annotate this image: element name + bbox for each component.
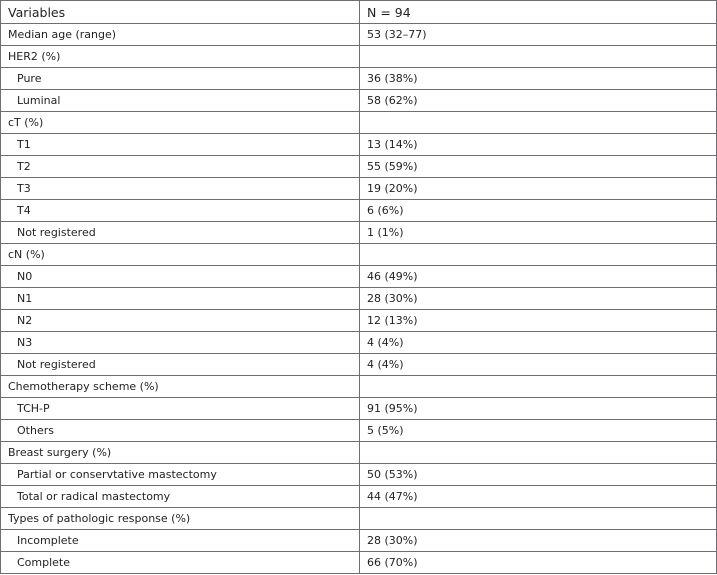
row-label: Incomplete <box>1 530 360 552</box>
row-value: 53 (32–77) <box>360 24 717 46</box>
table-row <box>1 222 717 244</box>
row-value: 6 (6%) <box>360 200 717 222</box>
table-row <box>1 464 717 486</box>
row-value: 58 (62%) <box>360 90 717 112</box>
row-label: Total or radical mastectomy <box>1 486 360 508</box>
table-row <box>1 68 717 90</box>
section-label: cT (%) <box>1 112 360 134</box>
table-row <box>1 266 717 288</box>
row-label: Partial or conservtative mastectomy <box>1 464 360 486</box>
table-row <box>1 134 717 156</box>
header-n: N = 94 <box>360 1 717 24</box>
table-row <box>1 332 717 354</box>
row-label: T4 <box>1 200 360 222</box>
row-label: T1 <box>1 134 360 156</box>
header-row <box>1 1 717 24</box>
row-value: 91 (95%) <box>360 398 717 420</box>
row-label: N3 <box>1 332 360 354</box>
row-value: 1 (1%) <box>360 222 717 244</box>
row-label: Others <box>1 420 360 442</box>
row-value: 44 (47%) <box>360 486 717 508</box>
row-value: 28 (30%) <box>360 288 717 310</box>
row-value: 19 (20%) <box>360 178 717 200</box>
table-row <box>1 200 717 222</box>
row-value: 50 (53%) <box>360 464 717 486</box>
table-row <box>1 178 717 200</box>
row-value: 36 (38%) <box>360 68 717 90</box>
table-row <box>1 244 717 266</box>
row-value: 12 (13%) <box>360 310 717 332</box>
section-label: Median age (range) <box>1 24 360 46</box>
row-label: Pure <box>1 68 360 90</box>
row-label: Not registered <box>1 222 360 244</box>
row-label: TCH-P <box>1 398 360 420</box>
table-row <box>1 486 717 508</box>
section-label: cN (%) <box>1 244 360 266</box>
table-row <box>1 552 717 574</box>
table-row <box>1 288 717 310</box>
row-value <box>360 376 717 398</box>
table-row <box>1 46 717 68</box>
section-label: Chemotherapy scheme (%) <box>1 376 360 398</box>
row-label: Luminal <box>1 90 360 112</box>
table-row <box>1 310 717 332</box>
row-label: N0 <box>1 266 360 288</box>
table-row <box>1 376 717 398</box>
row-label: Complete <box>1 552 360 574</box>
table-row <box>1 90 717 112</box>
row-value: 66 (70%) <box>360 552 717 574</box>
section-label: Breast surgery (%) <box>1 442 360 464</box>
section-label: HER2 (%) <box>1 46 360 68</box>
row-value <box>360 442 717 464</box>
row-label: N1 <box>1 288 360 310</box>
row-value: 4 (4%) <box>360 332 717 354</box>
table-body <box>1 24 717 574</box>
table-row <box>1 354 717 376</box>
table-row <box>1 420 717 442</box>
table-row <box>1 156 717 178</box>
table-row <box>1 530 717 552</box>
table-row <box>1 442 717 464</box>
table-row <box>1 398 717 420</box>
row-value <box>360 244 717 266</box>
row-label: Not registered <box>1 354 360 376</box>
row-label: N2 <box>1 310 360 332</box>
row-value: 55 (59%) <box>360 156 717 178</box>
row-label: T2 <box>1 156 360 178</box>
table-header <box>1 1 717 24</box>
row-value: 28 (30%) <box>360 530 717 552</box>
row-value: 4 (4%) <box>360 354 717 376</box>
table-row <box>1 24 717 46</box>
row-value <box>360 112 717 134</box>
section-label: Types of pathologic response (%) <box>1 508 360 530</box>
row-value: 5 (5%) <box>360 420 717 442</box>
row-value: 46 (49%) <box>360 266 717 288</box>
table-row <box>1 508 717 530</box>
row-value: 13 (14%) <box>360 134 717 156</box>
table-row <box>1 112 717 134</box>
header-variables: Variables <box>1 1 360 24</box>
row-label: T3 <box>1 178 360 200</box>
row-value <box>360 46 717 68</box>
row-value <box>360 508 717 530</box>
